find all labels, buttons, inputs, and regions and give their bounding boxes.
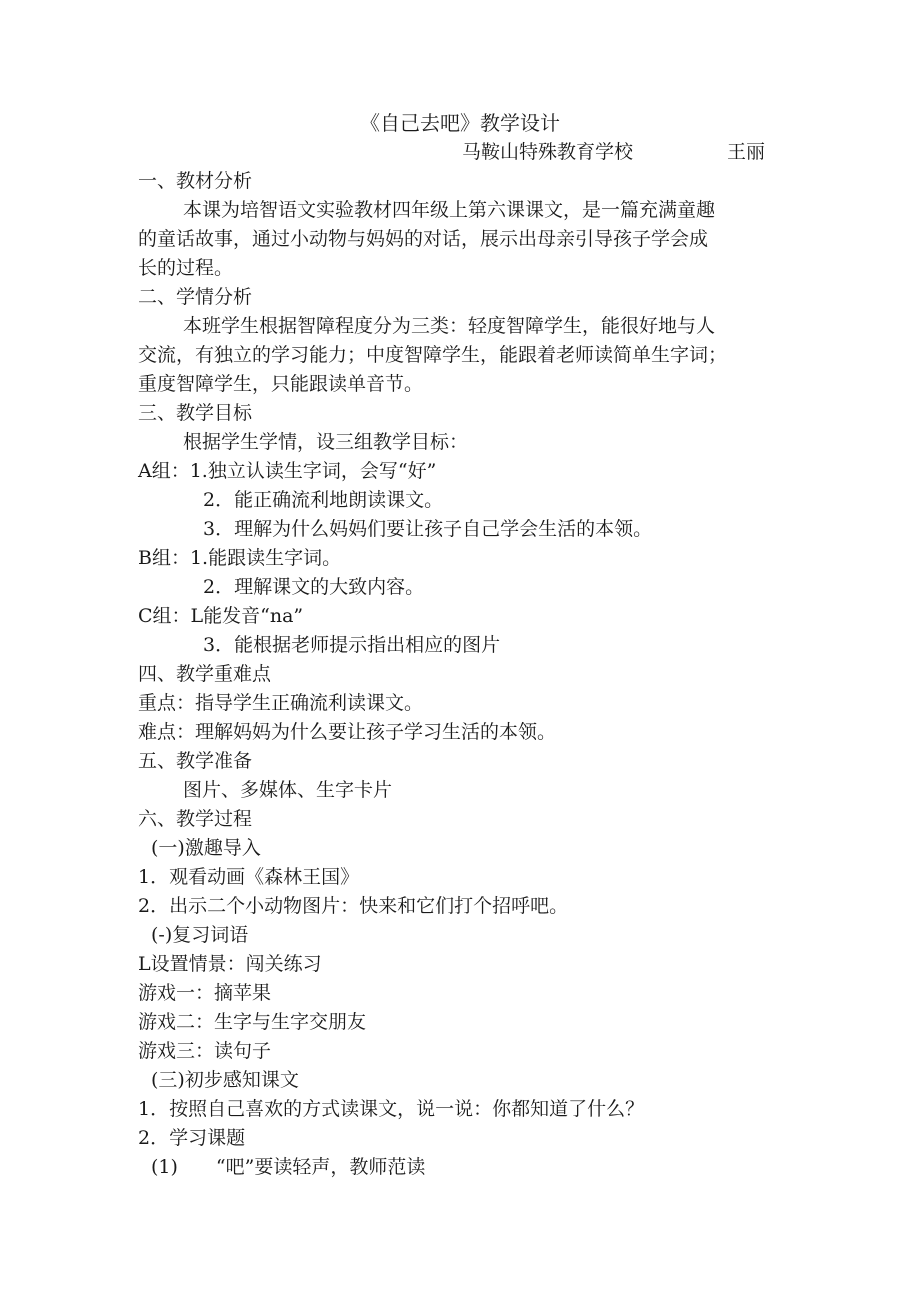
paragraph-line: 重度智障学生，只能跟读单音节。 (138, 373, 424, 395)
paragraph-line: 本班学生根据智障程度分为三类：轻度智障学生，能很好地与人 (183, 315, 716, 337)
subsection-heading: (一)激趣导入 (151, 837, 261, 859)
list-item: 1．按照自己喜欢的方式读课文，说一说：你都知道了什么？ (138, 1098, 645, 1120)
goal-line: 3．理解为什么妈妈们要让孩子自己学会生活的本领。 (203, 518, 653, 540)
document-title: 《自己去吧》教学设计 (360, 111, 560, 135)
section-heading: 一、教材分析 (138, 170, 253, 192)
list-item: 1．观看动画《森林王国》 (138, 866, 360, 888)
section-heading: 二、学情分析 (138, 286, 253, 308)
goal-line: 2．理解课文的大致内容。 (203, 576, 425, 598)
goal-line: C组：L能发音“na” (138, 605, 304, 627)
section-heading: 六、教学过程 (138, 808, 253, 830)
subsection-heading: (-)复习词语 (151, 924, 249, 946)
goal-line: B组：1.能跟读生字词。 (138, 547, 342, 569)
list-item: (1) “吧”要读轻声，教师范读 (151, 1156, 426, 1178)
paragraph-line: 交流，有独立的学习能力；中度智障学生，能跟着老师读简单生字词； (138, 344, 728, 366)
section-heading: 三、教学目标 (138, 402, 253, 424)
paragraph-line: 本课为培智语文实验教材四年级上第六课课文，是一篇充满童趣 (183, 199, 716, 221)
list-item: L设置情景：闯关练习 (138, 953, 322, 975)
subsection-heading: (三)初步感知课文 (151, 1069, 299, 1091)
section-heading: 五、教学准备 (138, 750, 253, 772)
list-item: 游戏二：生字与生字交朋友 (138, 1011, 367, 1033)
list-item: 2．学习课题 (138, 1127, 246, 1149)
author-school: 马鞍山特殊教育学校 (462, 141, 634, 163)
paragraph-line: 图片、多媒体、生字卡片 (183, 779, 393, 801)
list-item: 游戏一：摘苹果 (138, 982, 272, 1004)
goal-line: A组：1.独立认读生字词，会写“好” (138, 460, 437, 482)
goal-line: 3．能根据老师提示指出相应的图片 (203, 634, 501, 656)
section-heading: 四、教学重难点 (138, 663, 272, 685)
author-name: 王丽 (727, 141, 766, 163)
goal-line: 2．能正确流利地朗读课文。 (203, 489, 444, 511)
paragraph-line: 长的过程。 (138, 257, 234, 279)
paragraph-line: 根据学生学情，设三组教学目标： (183, 431, 469, 453)
list-item: 2．出示二个小动物图片：快来和它们打个招呼吧。 (138, 895, 569, 917)
paragraph-line: 的童话故事，通过小动物与妈妈的对话，展示出母亲引导孩子学会成 (138, 228, 709, 250)
paragraph-line: 重点：指导学生正确流利读课文。 (138, 692, 424, 714)
paragraph-line: 难点：理解妈妈为什么要让孩子学习生活的本领。 (138, 721, 557, 743)
list-item: 游戏三：读句子 (138, 1040, 272, 1062)
